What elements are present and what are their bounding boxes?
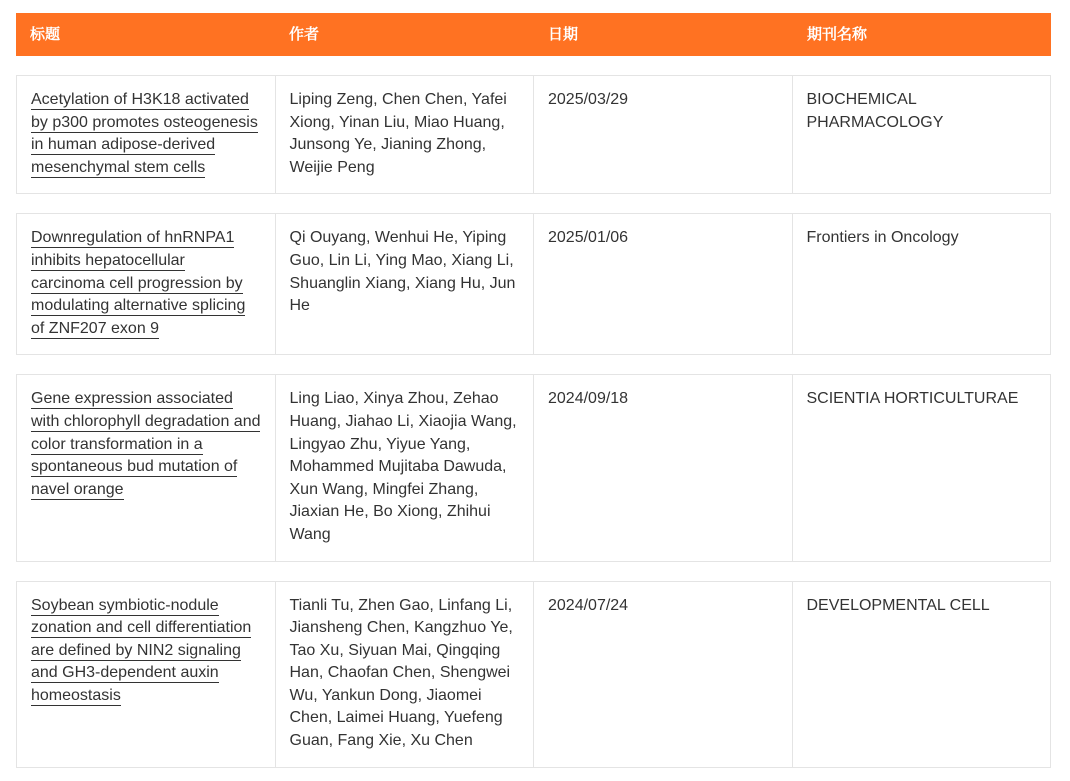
header-authors: 作者 xyxy=(289,26,320,43)
title-cell xyxy=(17,582,276,767)
paper-title-link[interactable]: Gene expression associated with chlorophyll degradation and color transformation in a spontaneous bud mutation of navel orange xyxy=(31,390,261,498)
journal-cell: Frontiers in Oncology xyxy=(806,229,959,247)
date-cell: 2025/01/06 xyxy=(534,214,793,354)
paper-title-link[interactable]: Acetylation of H3K18 activated by p300 promotes osteogenesis in human adipose-derived mesenchymal stem cells xyxy=(31,91,258,176)
publications-table xyxy=(16,13,1051,768)
authors-cell: Liping Zeng, Chen Chen, Yafei Xiong, Yinan Liu, Miao Huang, Junsong Ye, Jianing Zhong, Weijie Peng xyxy=(276,76,535,193)
date-cell: 2024/09/18 xyxy=(534,375,793,560)
header-title: 标题 xyxy=(30,26,61,43)
title-cell xyxy=(17,76,276,193)
header-journal: 期刊名称 xyxy=(807,26,868,43)
date-cell: 2025/03/29 xyxy=(534,76,793,193)
table-row xyxy=(16,213,1051,355)
date-cell: 2024/07/24 xyxy=(534,582,793,767)
paper-title-link[interactable]: Soybean symbiotic-nodule zonation and cell differentiation are defined by NIN2 signaling and GH3-dependent auxin homeostasis xyxy=(31,596,252,704)
table-header xyxy=(16,13,1051,56)
table-row xyxy=(16,581,1051,768)
authors-cell: Tianli Tu, Zhen Gao, Linfang Li, Jiansheng Chen, Kangzhuo Ye, Tao Xu, Siyuan Mai, Qingqing Han, Chaofan Chen, Shengwei Wu, Yankun Dong, Jiaomei Chen, Laimei Huang, Yuefeng Guan, Fang Xie, Xu Chen xyxy=(276,582,535,767)
authors-cell: Ling Liao, Xinya Zhou, Zehao Huang, Jiahao Li, Xiaojia Wang, Lingyao Zhu, Yiyue Yang, Mohammed Mujitaba Dawuda, Xun Wang, Mingfei Zhang, Jiaxian He, Bo Xiong, Zhihui Wang xyxy=(276,375,535,560)
title-cell xyxy=(17,214,276,354)
header-date: 日期 xyxy=(548,26,579,43)
authors-cell: Qi Ouyang, Wenhui He, Yiping Guo, Lin Li, Ying Mao, Xiang Li, Shuanglin Xiang, Xiang Hu, Jun He xyxy=(276,214,535,354)
paper-title-link[interactable]: Downregulation of hnRNPA1 inhibits hepatocellular carcinoma cell progression by modulating alternative splicing of ZNF207 exon 9 xyxy=(31,229,246,337)
journal-cell: BIOCHEMICAL PHARMACOLOGY xyxy=(806,91,944,131)
journal-cell: SCIENTIA HORTICULTURAE xyxy=(806,390,1019,408)
table-row xyxy=(16,374,1051,561)
title-cell xyxy=(17,375,276,560)
journal-cell: DEVELOPMENTAL CELL xyxy=(806,596,990,614)
table-row xyxy=(16,75,1051,194)
